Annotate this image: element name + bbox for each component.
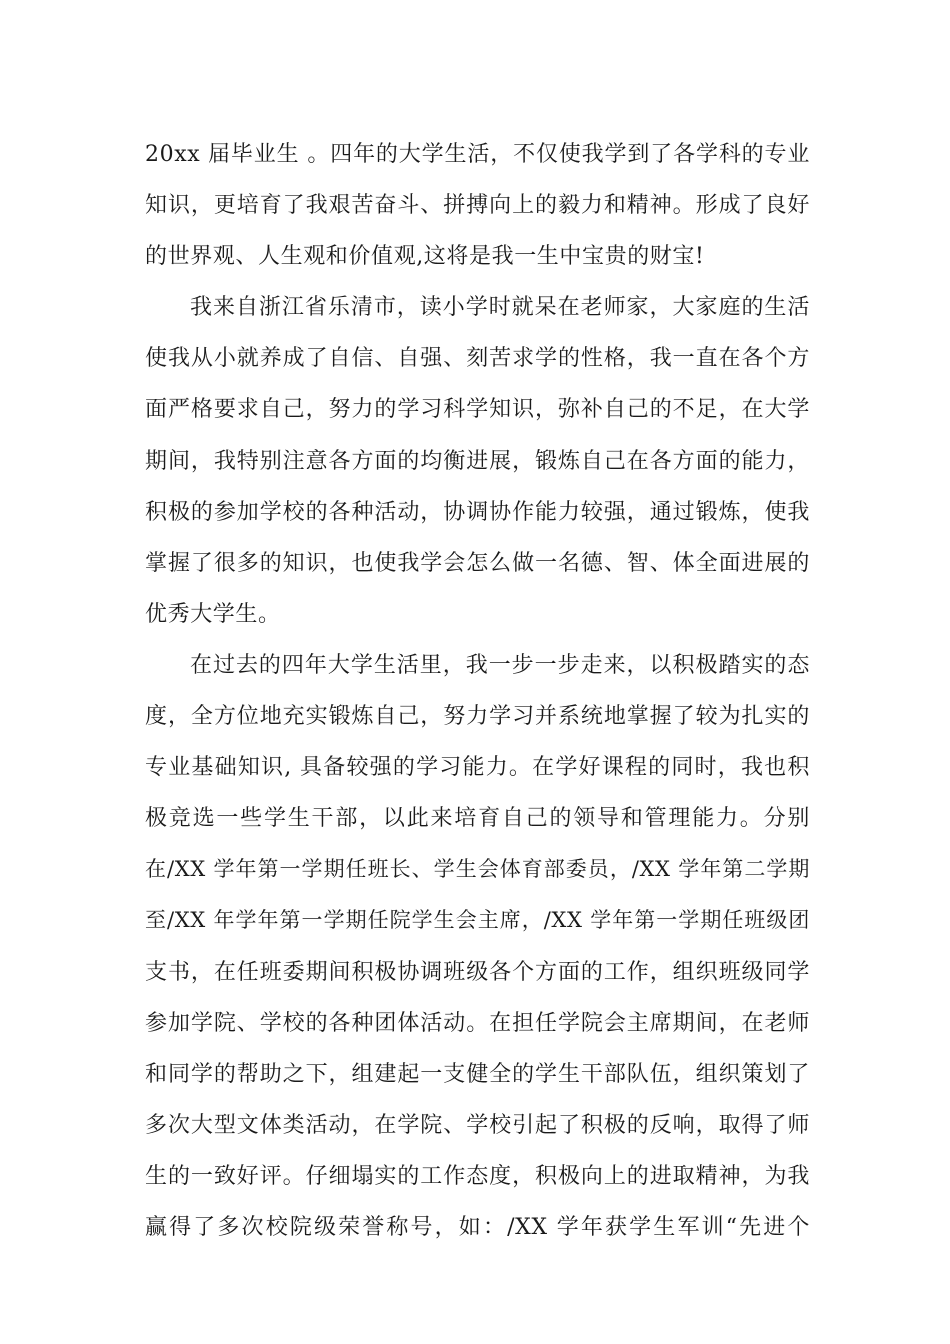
paragraph-3-line-6: 至/XX 年学年第一学期任院学生会主席，/XX 学年第一学期任班级团	[145, 908, 810, 933]
paragraph-3-line-5: 在/XX 学年第一学期任班长、学生会体育部委员，/XX 学年第二学期	[145, 857, 810, 882]
paragraph-3-line-9: 和同学的帮助之下，组建起一支健全的学生干部队伍，组织策划了	[145, 1061, 810, 1087]
paragraph-2-line-6: 掌握了很多的知识，也使我学会怎么做一名德、智、体全面进展的	[145, 550, 810, 576]
paragraph-3-line-12: 赢得了多次校院级荣誉称号，如：/XX 学年获学生军训“先进个	[145, 1214, 810, 1240]
paragraph-3-line-7: 支书，在任班委期间积极协调班级各个方面的工作，组织班级同学	[145, 959, 810, 985]
paragraph-2-line-1: 我来自浙江省乐清市，读小学时就呆在老师家，大家庭的生活	[190, 295, 810, 321]
paragraph-3-line-8: 参加学院、学校的各种团体活动。在担任学院会主席期间，在老师	[145, 1010, 810, 1036]
paragraph-2-line-2: 使我从小就养成了自信、自强、刻苦求学的性格，我一直在各个方	[145, 346, 810, 372]
document-body	[145, 129, 810, 1253]
paragraph-2-line-4: 期间，我特别注意各方面的均衡进展，锻炼自己在各方面的能力，	[145, 448, 810, 474]
paragraph-3-line-11: 生的一致好评。仔细塌实的工作态度，积极向上的进取精神，为我	[145, 1163, 810, 1189]
paragraph-1-line-3: 的世界观、人生观和价值观,这将是我一生中宝贵的财宝!	[145, 244, 705, 270]
paragraph-1-line-2: 知识，更培育了我艰苦奋斗、拼搏向上的毅力和精神。形成了良好	[145, 193, 810, 219]
paragraph-3-line-1: 在过去的四年大学生活里，我一步一步走来，以积极踏实的态	[190, 652, 810, 678]
paragraph-3-line-2: 度，全方位地充实锻炼自己，努力学习并系统地掌握了较为扎实的	[145, 704, 810, 730]
paragraph-1-line-1: 20xx 届毕业生 。四年的大学生活，不仅使我学到了各学科的专业	[145, 142, 810, 167]
paragraph-3-line-3: 专业基础知识, 具备较强的学习能力。在学好课程的同时，我也积	[145, 755, 810, 781]
paragraph-2-line-7: 优秀大学生。	[145, 601, 281, 627]
paragraph-3-line-4: 极竞选一些学生干部，以此来培育自己的领导和管理能力。分别	[145, 806, 810, 832]
paragraph-2-line-3: 面严格要求自己，努力的学习科学知识，弥补自己的不足，在大学	[145, 397, 810, 423]
paragraph-2-line-5: 积极的参加学校的各种活动，协调协作能力较强，通过锻炼，使我	[145, 499, 810, 525]
paragraph-3-line-10: 多次大型文体类活动，在学院、学校引起了积极的反响，取得了师	[145, 1112, 810, 1138]
